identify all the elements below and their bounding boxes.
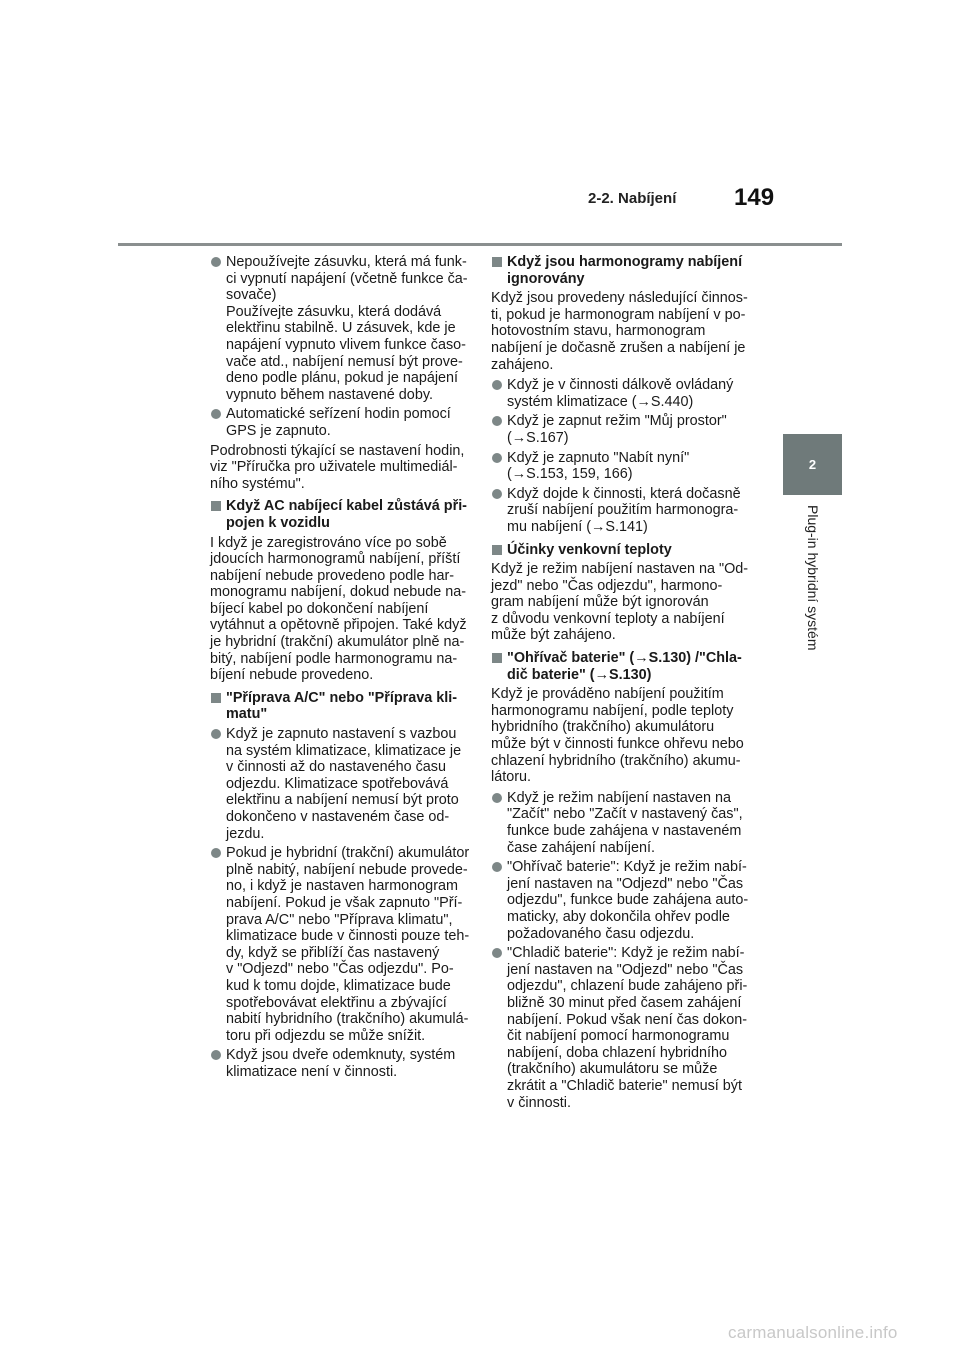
text-line: ignorovány xyxy=(507,270,585,287)
bullet-item xyxy=(210,254,472,403)
text-line: funkce bude zahájena v nastaveném xyxy=(507,823,742,839)
body-paragraph xyxy=(491,686,753,786)
text-line: pojen k vozidlu xyxy=(226,514,330,531)
text-line: harmonogramu nabíjení, podle teploty xyxy=(491,702,734,719)
body-paragraph xyxy=(491,561,753,644)
text-line: bíjení nebude provedeno. xyxy=(210,667,374,684)
body-paragraph xyxy=(210,443,472,493)
text-line: v činnosti až do nastaveného času xyxy=(226,759,446,776)
section-heading xyxy=(491,254,753,287)
text-line: mu nabíjení (→S.141) xyxy=(507,518,648,535)
text-line: nabíjení. Pokud je však zapnuto "Pří- xyxy=(226,894,463,911)
text-line: no, i když je nastaven harmonogram xyxy=(226,878,458,895)
text-line: nabíjení nebude provedeno podle har- xyxy=(210,567,455,584)
text-line: je hybridní (trakční) akumulátor plně na- xyxy=(210,634,465,651)
text-line: dokončeno v nastaveném čase od- xyxy=(226,809,450,825)
text-line: Když je režim nabíjení nastaven na xyxy=(507,789,731,806)
bullet-item xyxy=(491,859,753,942)
text-line: jení nastaven na "Odjezd" nebo "Čas xyxy=(507,875,744,892)
text-line: může být v činnosti funkce ohřevu nebo xyxy=(491,736,744,753)
text-line: toru při odjezdu se může snížit. xyxy=(226,1027,426,1044)
bullet-item xyxy=(491,790,753,856)
text-line: elektřinu stabilně. U zásuvek, kde je xyxy=(226,320,456,337)
bullet-item xyxy=(210,406,472,439)
left-column xyxy=(210,254,472,1084)
text-line: Automatické seřízení hodin pomocí xyxy=(226,406,451,423)
text-line: (trakčního) akumulátoru se může xyxy=(507,1061,718,1078)
text-line: (→S.167) xyxy=(507,429,569,446)
text-line: plně nabitý, nabíjení nebude provede- xyxy=(226,861,468,878)
bullet-item xyxy=(491,377,753,410)
text-line: Když je v činnosti dálkově ovládaný xyxy=(507,377,734,394)
text-line: napájení vypnuto vlivem funkce časo- xyxy=(226,336,466,353)
chapter-label: Plug-in hybridní systém xyxy=(804,505,821,651)
text-line: klimatizace není v činnosti. xyxy=(226,1063,398,1080)
text-line: na systém klimatizace, klimatizace je xyxy=(226,742,462,759)
text-line: jezd" nebo "Čas odjezdu", harmono- xyxy=(491,577,723,594)
text-line: jdoucích harmonogramů nabíjení, příští xyxy=(210,551,461,568)
bullet-item xyxy=(210,726,472,842)
text-line: Když je zapnuto "Nabít nyní" xyxy=(507,449,690,466)
text-line: (→S.153, 159, 166) xyxy=(507,466,633,483)
section-heading xyxy=(210,498,472,531)
text-line: hotovostním stavu, harmonogram xyxy=(491,323,706,340)
text-line: Když jsou dveře odemknuty, systém xyxy=(226,1047,456,1064)
text-line: odjezdu", chlazení bude zahájeno při- xyxy=(507,978,748,995)
text-line: systém klimatizace (→S.440) xyxy=(507,393,694,410)
text-line: GPS je zapnuto. xyxy=(226,422,331,439)
chapter-tab[interactable] xyxy=(783,434,842,495)
text-line: Když jsou harmonogramy nabíjení xyxy=(507,254,743,270)
text-line: v "Odjezd" nebo "Čas odjezdu". Po- xyxy=(226,961,454,978)
text-line: odjezdu", funkce bude zahájena auto- xyxy=(507,892,749,909)
watermark: carmanualsonline.info xyxy=(728,1323,898,1342)
text-line: monogramu nabíjení, dokud nebude na- xyxy=(210,584,467,601)
text-line: hybridního (trakčního) akumulátoru xyxy=(491,719,715,736)
text-line: Když AC nabíjecí kabel zůstává při- xyxy=(226,498,467,515)
text-line: dič baterie" (→S.130) xyxy=(507,666,652,683)
text-line: "Ohřívač baterie": Když je režim nabí- xyxy=(507,859,747,876)
section-heading xyxy=(210,690,472,723)
text-line: v činnosti. xyxy=(507,1094,571,1111)
text-line: zahájeno. xyxy=(491,356,554,373)
text-line: gram nabíjení může být ignorován xyxy=(491,594,709,611)
text-line: vače atd., nabíjení nemusí být prove- xyxy=(226,353,463,370)
text-line: Podrobnosti týkající se nastavení hodin, xyxy=(210,442,465,459)
text-line: ti, pokud je harmonogram nabíjení v po- xyxy=(491,306,746,323)
text-line: nabíjení je dočasně zrušen a nabíjení je xyxy=(491,339,746,356)
text-line: bitý, nabíjení podle harmonogramu na- xyxy=(210,650,458,667)
text-line: Když dojde k činnosti, která dočasně xyxy=(507,485,741,502)
text-line: Účinky venkovní teploty xyxy=(507,541,672,558)
chapter-number: 2 xyxy=(808,457,817,472)
section-heading xyxy=(491,650,753,683)
text-line: kud k tomu dojde, klimatizace bude xyxy=(226,977,451,994)
text-line: Když je režim nabíjení nastaven na "Od- xyxy=(491,561,749,578)
text-line: čit nabíjení pomocí harmonogramu xyxy=(507,1028,730,1045)
text-line: čase zahájení nabíjení. xyxy=(507,839,656,856)
text-line: klimatizace bude v činnosti pouze teh- xyxy=(226,928,470,945)
text-line: Používejte zásuvku, která dodává xyxy=(226,303,442,320)
text-line: může být zahájeno. xyxy=(491,627,616,644)
bullet-item xyxy=(491,450,753,483)
text-line: "Začít" nebo "Začít v nastavený čas", xyxy=(507,806,743,823)
body-paragraph xyxy=(210,535,472,684)
text-line: chlazení hybridního (trakčního) akumu- xyxy=(491,752,741,769)
text-line: prava A/C" nebo "Příprava klimatu", xyxy=(226,911,453,928)
bullet-item xyxy=(491,486,753,536)
text-line: vypnuto během nastavené doby. xyxy=(226,386,433,403)
text-line: deno podle plánu, pokud je napájení xyxy=(226,370,459,387)
text-line: látoru. xyxy=(491,769,531,786)
header-divider xyxy=(118,243,842,246)
text-line: I když je zaregistrováno více po sobě xyxy=(210,534,447,551)
bullet-item xyxy=(210,1047,472,1080)
text-line: nabíjení, doba chlazení hybridního xyxy=(507,1044,728,1061)
text-line: ního systému". xyxy=(210,475,305,492)
bullet-item xyxy=(491,945,753,1111)
text-line: bližně 30 minut před časem zahájení xyxy=(507,994,742,1011)
text-line: sovače) xyxy=(226,287,277,304)
text-line: Když je prováděno nabíjení použitím xyxy=(491,686,724,703)
text-line: viz "Příručka pro uživatele multimediál- xyxy=(210,459,458,476)
text-line: nabití hybridního (trakčního) akumulá- xyxy=(226,1011,469,1028)
page-number: 149 xyxy=(734,184,775,211)
text-line: Pokud je hybridní (trakční) akumulátor xyxy=(226,845,470,862)
chapter-label-container xyxy=(783,505,842,700)
text-line: "Příprava A/C" nebo "Příprava kli- xyxy=(226,689,458,706)
text-line: odjezdu. Klimatizace spotřebovává xyxy=(226,775,449,792)
text-line: dy, když se přiblíží čas nastavený xyxy=(226,944,440,961)
text-line: Když je zapnuto nastavení s vazbou xyxy=(226,726,457,743)
text-line: bíjecí kabel po dokončení nabíjení xyxy=(210,600,429,617)
right-column xyxy=(491,254,753,1114)
text-line: jezdu. xyxy=(226,825,265,842)
text-line: zkrátit a "Chladič baterie" nemusí být xyxy=(507,1077,742,1094)
text-line: z důvodu venkovní teploty a nabíjení xyxy=(491,610,725,627)
text-line: maticky, aby dokončila ohřev podle xyxy=(507,908,730,925)
text-line: zruší nabíjení použitím harmonogra- xyxy=(507,502,739,519)
text-line: matu" xyxy=(226,706,268,723)
text-line: "Chladič baterie": Když je režim nabí- xyxy=(507,945,745,962)
text-line: ci vypnutí napájení (včetně funkce ča- xyxy=(226,270,468,287)
text-line: Nepoužívejte zásuvku, která má funk- xyxy=(226,254,467,270)
text-line: Když je zapnut režim "Můj prostor" xyxy=(507,413,727,430)
section-heading xyxy=(491,542,753,559)
bullet-item xyxy=(491,413,753,446)
body-paragraph xyxy=(491,290,753,373)
text-line: elektřinu a nabíjení nemusí být proto xyxy=(226,792,459,809)
section-title: 2-2. Nabíjení xyxy=(588,190,677,207)
text-line: Když jsou provedeny následující činnos- xyxy=(491,290,748,307)
text-line: požadovaného času odjezdu. xyxy=(507,925,695,942)
text-line: "Ohřívač baterie" (→S.130) /"Chla- xyxy=(507,650,742,667)
text-line: nabíjení. Pokud však není čas dokon- xyxy=(507,1011,747,1028)
text-line: spotřebovávat elektřinu a zbývající xyxy=(226,994,447,1011)
text-line: vytáhnut a opětovně připojen. Také když xyxy=(210,617,467,634)
bullet-item xyxy=(210,845,472,1044)
text-line: jení nastaven na "Odjezd" nebo "Čas xyxy=(507,961,744,978)
